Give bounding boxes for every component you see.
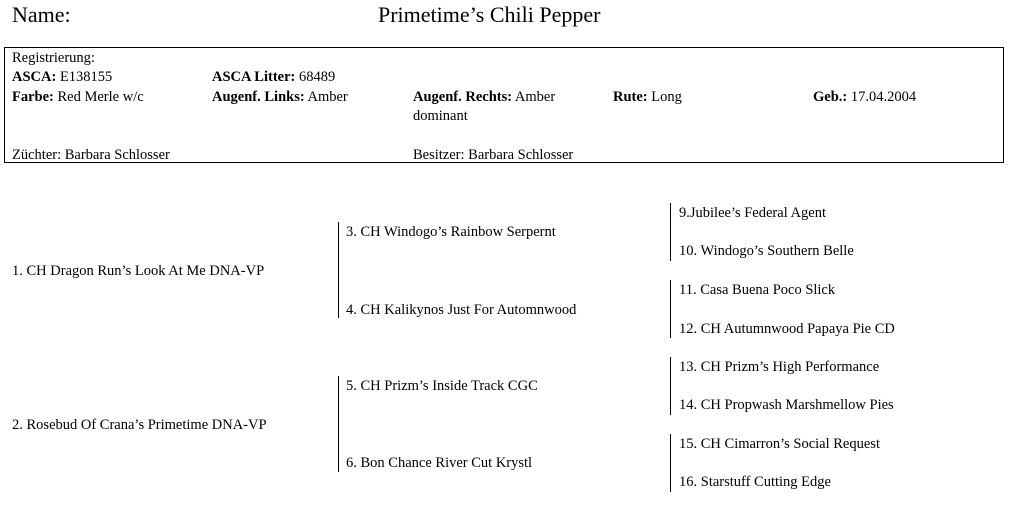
- color-label: Farbe:: [12, 89, 54, 105]
- pedigree-great-grandparent: 9.Jubilee’s Federal Agent: [679, 205, 826, 221]
- tail-field: [613, 89, 682, 106]
- pedigree-grandparent: 4. CH Kalikynos Just For Automnwood: [346, 302, 577, 318]
- pedigree-parent: 2. Rosebud Of Crana’s Primetime DNA-VP: [12, 417, 267, 433]
- eye-left-label: Augenf. Links:: [212, 89, 305, 105]
- color-value: Red Merle w/c: [57, 89, 144, 105]
- pedigree-connector: [670, 280, 671, 338]
- pedigree-great-grandparent: 13. CH Prizm’s High Performance: [679, 359, 880, 375]
- owner: Besitzer: Barbara Schlosser: [413, 147, 574, 163]
- dog-name-title: Primetime’s Chili Pepper: [378, 2, 601, 27]
- asca-value: E138155: [59, 69, 113, 85]
- eye-right-value: Amber: [514, 89, 556, 105]
- asca-number: [12, 69, 112, 86]
- eye-right-value-continued: dominant: [413, 108, 468, 124]
- birth-label: Geb.:: [813, 89, 848, 105]
- pedigree-connector: [670, 203, 671, 261]
- pedigree-connector: [670, 434, 671, 492]
- pedigree-great-grandparent: 12. CH Autumnwood Papaya Pie CD: [679, 321, 895, 337]
- eye-right-field: [413, 89, 555, 106]
- tail-label: Rute:: [613, 89, 648, 105]
- pedigree-grandparent: 6. Bon Chance River Cut Krystl: [346, 455, 533, 471]
- pedigree-grandparent: 5. CH Prizm’s Inside Track CGC: [346, 378, 538, 394]
- pedigree-great-grandparent: 15. CH Cimarron’s Social Request: [679, 436, 880, 452]
- pedigree-great-grandparent: 10. Windogo’s Southern Belle: [679, 243, 854, 259]
- pedigree-parent: 1. CH Dragon Run’s Look At Me DNA-VP: [12, 263, 265, 279]
- birth-value: 17.04.2004: [850, 89, 917, 105]
- litter-value: 68489: [299, 69, 336, 85]
- pedigree-great-grandparent: 11. Casa Buena Poco Slick: [679, 282, 836, 298]
- eye-left-field: [212, 89, 348, 106]
- pedigree-great-grandparent: 16. Starstuff Cutting Edge: [679, 474, 831, 490]
- pedigree-connector: [670, 357, 671, 415]
- litter-label: ASCA Litter:: [212, 69, 296, 85]
- pedigree-connector: [338, 222, 339, 318]
- registration-label: Registrierung:: [12, 50, 95, 66]
- eye-left-value: Amber: [307, 89, 348, 105]
- birth-field: [813, 89, 916, 106]
- tail-value: Long: [651, 89, 682, 105]
- color-field: [12, 89, 144, 106]
- breeder: Züchter: Barbara Schlosser: [12, 147, 170, 163]
- eye-right-label: Augenf. Rechts:: [413, 89, 513, 105]
- pedigree-connector: [338, 376, 339, 472]
- pedigree-great-grandparent: 14. CH Propwash Marshmellow Pies: [679, 397, 894, 413]
- pedigree-grandparent: 3. CH Windogo’s Rainbow Serpernt: [346, 224, 556, 240]
- asca-litter: [212, 69, 335, 86]
- asca-label: ASCA:: [12, 69, 57, 85]
- name-label: Name:: [12, 2, 71, 27]
